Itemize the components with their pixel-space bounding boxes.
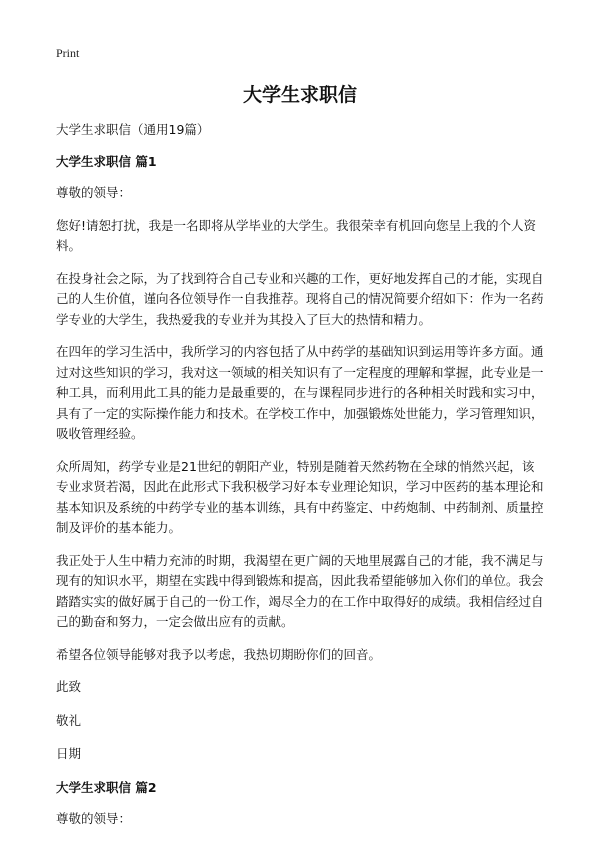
paragraph: 在投身社会之际，为了找到符合自己专业和兴趣的工作，更好地发挥自己的才能，实现自己的人生价值，谨向各位领导作一自我推荐。现将自己的情况简要介绍如下：作为一名药学专业的大学生，我热爱我的专业并为其投入了巨大的热情和精力。 [56, 270, 544, 327]
print-link[interactable]: Print [56, 46, 80, 60]
paragraph: 在四年的学习生活中，我所学习的内容包括了从中药学的基础知识到运用等许多方面。通过对这些知识的学习，我对这一领域的相关知识有了一定程度的理解和掌握，此专业是一种工具，而利用此工具的能力是最重要的，在与课程同步进行的各种相关时践和实习中，具有了一定的实际操作能力和技术。在学校工作中，加强锻炼处世能力，学习管理知识，吸收管理经验。 [56, 344, 544, 441]
closing-line: 此致 [56, 679, 82, 694]
page-title: 大学生求职信 [242, 84, 357, 106]
paragraph: 众所周知，药学专业是21世纪的朝阳产业，特别是随着天然药物在全球的悄然兴起，该专业求贤若渴，因此在此形式下我积极学习好本专业理论知识，学习中医药的基本理论和基本知识及系统的中药学专业的基本训练，具有中药鉴定、中药炮制、中药制剂、质量控制及评价的基本能力。 [56, 458, 544, 535]
article-heading: 大学生求职信 篇1 [56, 153, 157, 169]
paragraph: 您好!请恕打扰，我是一名即将从学毕业的大学生。我很荣幸有机回向您呈上我的个人资料。 [56, 217, 537, 253]
article-2 [56, 778, 546, 830]
greeting: 尊敬的领导： [56, 185, 132, 200]
paragraph: 希望各位领导能够对我予以考虑，我热切期盼你们的回音。 [56, 646, 382, 662]
closing-line: 敬礼 [56, 712, 82, 728]
article-heading: 大学生求职信 篇2 [56, 779, 157, 795]
document-body [56, 120, 546, 842]
closing-line: 日期 [56, 746, 82, 761]
paragraph: 我正处于人生中精力充沛的时期，我渴望在更广阔的天地里展露自己的才能，我不满足与现有的知识水平，期望在实践中得到锻炼和提高，因此我希望能够加入你们的单位。我会踏踏实实的做好属于自己的一份工作，竭尽全力的在工作中取得好的成绩。我相信经过自己的勤奋和努力，一定会做出应有的贡献。 [56, 552, 544, 629]
greeting: 尊敬的领导： [56, 811, 132, 826]
document-subtitle: 大学生求职信（通用19篇） [56, 122, 210, 137]
article-1 [56, 152, 546, 765]
